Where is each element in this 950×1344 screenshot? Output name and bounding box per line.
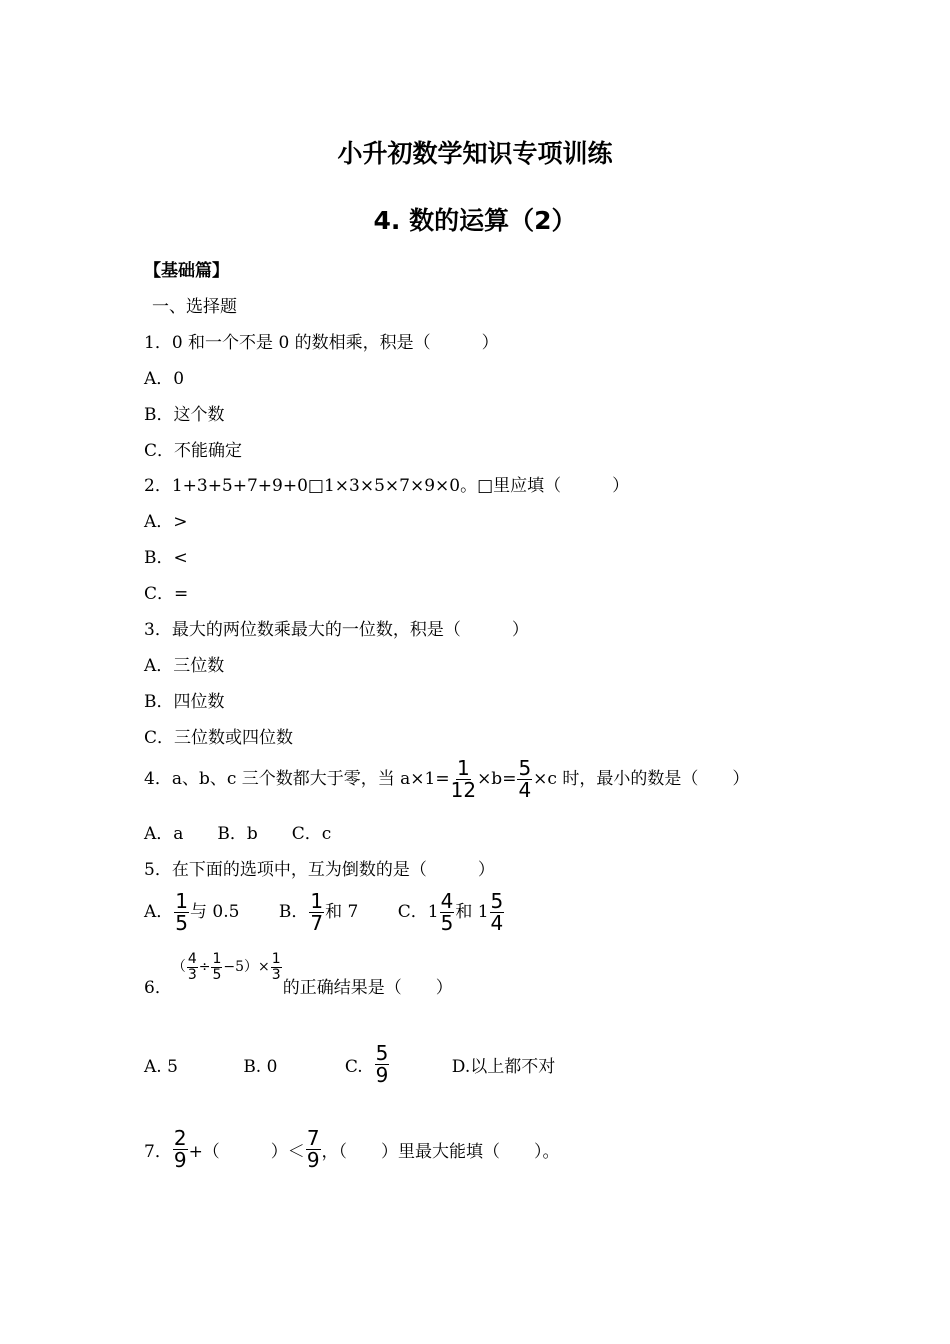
denominator: 4 (490, 911, 504, 935)
paren-open: （ (171, 959, 186, 976)
q6-option-d: D.以上都不对 (451, 1057, 556, 1077)
denominator: 3 (271, 966, 281, 983)
fraction-1-7 (309, 891, 324, 934)
q7-tail: ，（ ）里最大能填（ ）。 (321, 1142, 560, 1162)
numerator: 5 (490, 889, 504, 913)
q5-options (144, 891, 505, 934)
minus-part: −5）× (223, 959, 270, 976)
option-tail: 与 0.5 (190, 902, 240, 922)
numerator: 2 (173, 1126, 187, 1150)
fraction-5-9 (375, 1043, 390, 1086)
q1-option-a: A．0 (144, 369, 185, 389)
denominator: 9 (306, 1148, 320, 1172)
q3-option-a: A．三位数 (144, 656, 225, 676)
q6-tail: 的正确结果是（ ） (282, 978, 453, 998)
document-subtitle: 4. 数的运算（2） (373, 206, 577, 235)
denominator: 5 (440, 911, 454, 935)
q1-option-b: B．这个数 (144, 405, 225, 425)
fraction-4-3 (187, 952, 198, 982)
q2-option-b: B．< (144, 548, 188, 568)
denominator: 3 (187, 966, 197, 983)
question-3: 3．最大的两位数乘最大的一位数，积是（ ） (144, 620, 529, 640)
option-label: B． (278, 902, 309, 922)
numerator: 1 (456, 756, 470, 780)
fraction-1-3 (271, 952, 282, 982)
q7-mid: +（ ）＜ (188, 1142, 305, 1162)
q5-option-b (279, 891, 358, 934)
q3-option-b: B．四位数 (144, 692, 225, 712)
denominator: 5 (175, 911, 189, 935)
numerator: 5 (518, 756, 532, 780)
denominator: 4 (518, 778, 532, 802)
option-label: C. (344, 1057, 363, 1077)
question-6 (144, 951, 453, 1000)
q1-option-c: C．不能确定 (144, 441, 243, 461)
numerator: 1 (175, 889, 189, 913)
section-heading: 【基础篇】 (144, 261, 229, 281)
question-7 (144, 1128, 560, 1171)
option-label: C．1 (397, 902, 439, 922)
fraction-2-9 (173, 1128, 188, 1171)
q7-number: 7． (144, 1142, 172, 1162)
document-title: 小升初数学知识专项训练 (337, 139, 613, 168)
q6-expression (172, 952, 283, 982)
q5-option-a (144, 891, 239, 934)
fraction-5-4 (490, 891, 505, 934)
denominator: 7 (310, 911, 324, 935)
option-label: A． (144, 902, 174, 922)
fraction-7-9 (306, 1128, 321, 1171)
option-tail: 和 7 (325, 902, 359, 922)
q6-option-c (345, 1043, 391, 1086)
q3-option-c: C．三位数或四位数 (144, 728, 294, 748)
numerator: 1 (212, 951, 222, 967)
denominator: 9 (173, 1148, 187, 1172)
q2-option-c: C．= (144, 584, 189, 604)
part-heading: 一、选择题 (152, 297, 237, 317)
numerator: 5 (375, 1041, 389, 1065)
question-1: 1．0 和一个不是 0 的数相乘，积是（ ） (144, 333, 499, 353)
numerator: 4 (440, 889, 454, 913)
divide-sign: ÷ (198, 959, 211, 976)
q4-text-2: ×b= (477, 769, 517, 789)
q6-option-a: A. 5 (144, 1057, 178, 1077)
q6-number: 6． (144, 978, 172, 998)
fraction-1-12 (451, 758, 476, 801)
denominator: 5 (212, 966, 222, 983)
option-mid: 和 1 (455, 902, 489, 922)
q5-option-c (398, 891, 506, 934)
q4-text-3: ×c 时，最小的数是（ ） (533, 769, 750, 789)
fraction-1-5 (211, 952, 222, 982)
denominator: 12 (450, 778, 477, 802)
q6-options (144, 1043, 555, 1086)
numerator: 4 (187, 951, 197, 967)
question-2: 2．1+3+5+7+9+0□1×3×5×7×9×0。□里应填（ ） (144, 476, 630, 496)
fraction-4-5 (440, 891, 455, 934)
question-4 (144, 758, 749, 801)
denominator: 9 (375, 1063, 389, 1087)
question-5: 5．在下面的选项中，互为倒数的是（ ） (144, 860, 495, 880)
q2-option-a: A．> (144, 512, 188, 532)
q4-options: A．a B．b C．c (144, 824, 332, 844)
q6-option-b: B. 0 (243, 1057, 278, 1077)
fraction-5-4 (517, 758, 532, 801)
numerator: 1 (310, 889, 324, 913)
numerator: 7 (306, 1126, 320, 1150)
q4-text-1: 4．a、b、c 三个数都大于零，当 a×1= (144, 769, 450, 789)
numerator: 1 (271, 951, 281, 967)
fraction-1-5 (174, 891, 189, 934)
